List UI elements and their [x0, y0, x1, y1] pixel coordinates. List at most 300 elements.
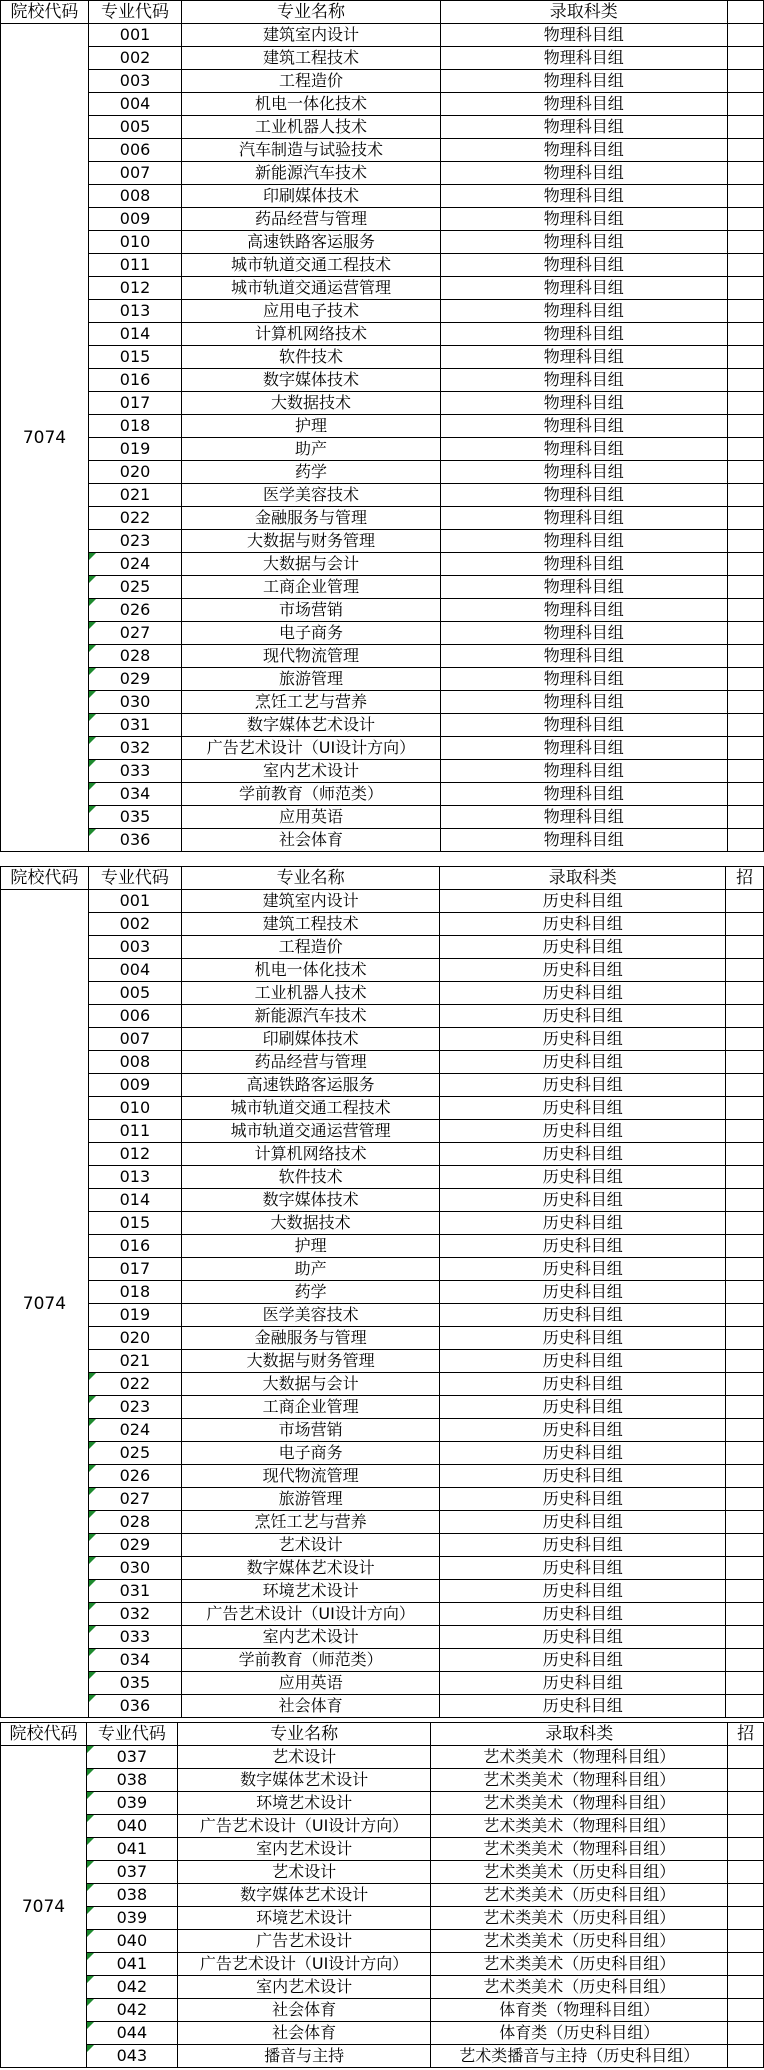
header-major-code: 专业代码	[86, 1723, 177, 1746]
table-row	[1, 783, 764, 806]
recruit-cell	[727, 231, 763, 254]
recruit-cell	[726, 936, 764, 959]
table-row	[1, 1465, 764, 1488]
major-name-cell: 室内艺术设计	[181, 1626, 439, 1649]
table-row	[1, 185, 764, 208]
major-code-cell: 020	[88, 1327, 181, 1350]
major-name-cell: 护理	[181, 1235, 439, 1258]
major-code-cell: 007	[88, 1028, 181, 1051]
recruit-cell	[726, 1649, 764, 1672]
category-cell: 艺术类美术（物理科目组）	[431, 1838, 728, 1861]
table-row	[1, 277, 764, 300]
header-recruit	[727, 1, 763, 24]
table-row	[1, 829, 764, 852]
recruit-cell	[726, 890, 764, 913]
recruit-cell	[726, 1580, 764, 1603]
category-cell: 历史科目组	[440, 1488, 726, 1511]
table-row	[1, 959, 764, 982]
table-row	[1, 231, 764, 254]
category-cell: 艺术类美术（物理科目组）	[431, 1746, 728, 1769]
recruit-cell	[727, 254, 763, 277]
major-name-cell: 计算机网络技术	[182, 323, 441, 346]
table-row	[1, 622, 764, 645]
table-row	[1, 1074, 764, 1097]
recruit-cell	[726, 1419, 764, 1442]
header-school-code: 院校代码	[1, 1723, 87, 1746]
major-name-cell: 应用电子技术	[182, 300, 441, 323]
header-major-name: 专业名称	[181, 867, 439, 890]
category-cell: 物理科目组	[440, 415, 727, 438]
table-row	[1, 1999, 764, 2022]
major-code-cell: 023	[88, 1396, 181, 1419]
recruit-cell	[727, 645, 763, 668]
major-code-cell: 022	[88, 507, 181, 530]
table-row	[1, 461, 764, 484]
major-name-cell: 医学美容技术	[182, 484, 441, 507]
recruit-cell	[728, 1884, 764, 1907]
major-code-cell: 040	[86, 1815, 177, 1838]
category-cell: 历史科目组	[440, 1166, 726, 1189]
major-name-cell: 电子商务	[182, 622, 441, 645]
major-name-cell: 室内艺术设计	[182, 760, 441, 783]
admission-table	[0, 1722, 764, 2068]
major-name-cell: 城市轨道交通工程技术	[181, 1097, 439, 1120]
category-cell: 历史科目组	[440, 1672, 726, 1695]
major-code-cell: 035	[88, 806, 181, 829]
category-cell: 物理科目组	[440, 93, 727, 116]
category-cell: 物理科目组	[440, 806, 727, 829]
major-name-cell: 烹饪工艺与营养	[182, 691, 441, 714]
major-code-cell: 012	[88, 277, 181, 300]
header-major-name: 专业名称	[182, 1, 441, 24]
major-name-cell: 室内艺术设计	[177, 1976, 431, 1999]
major-code-cell: 037	[86, 1746, 177, 1769]
major-name-cell: 印刷媒体技术	[181, 1028, 439, 1051]
major-name-cell: 机电一体化技术	[182, 93, 441, 116]
recruit-cell	[728, 1815, 764, 1838]
header-school-code: 院校代码	[1, 867, 89, 890]
recruit-cell	[726, 1258, 764, 1281]
major-name-cell: 旅游管理	[182, 668, 441, 691]
major-code-cell: 025	[88, 1442, 181, 1465]
table-row	[1, 116, 764, 139]
recruit-cell	[727, 806, 763, 829]
table-physics	[0, 0, 764, 852]
major-code-cell: 035	[88, 1672, 181, 1695]
major-code-cell: 027	[88, 622, 181, 645]
major-name-cell: 数字媒体艺术设计	[182, 714, 441, 737]
recruit-cell	[727, 783, 763, 806]
category-cell: 历史科目组	[440, 1051, 726, 1074]
category-cell: 物理科目组	[440, 392, 727, 415]
table-row	[1, 1350, 764, 1373]
major-code-cell: 011	[88, 254, 181, 277]
category-cell: 历史科目组	[440, 1028, 726, 1051]
major-code-cell: 016	[88, 369, 181, 392]
major-name-cell: 建筑工程技术	[182, 47, 441, 70]
table-row	[1, 668, 764, 691]
major-name-cell: 现代物流管理	[182, 645, 441, 668]
major-code-cell: 002	[88, 913, 181, 936]
major-name-cell: 大数据与财务管理	[181, 1350, 439, 1373]
table-row	[1, 1746, 764, 1769]
major-name-cell: 助产	[182, 438, 441, 461]
major-code-cell: 042	[86, 1976, 177, 1999]
recruit-cell	[727, 300, 763, 323]
table-row	[1, 1373, 764, 1396]
recruit-cell	[726, 1074, 764, 1097]
category-cell: 历史科目组	[440, 1442, 726, 1465]
table-row	[1, 576, 764, 599]
major-name-cell: 建筑室内设计	[181, 890, 439, 913]
recruit-cell	[727, 24, 763, 47]
recruit-cell	[726, 1143, 764, 1166]
major-code-cell: 021	[88, 1350, 181, 1373]
recruit-cell	[726, 1166, 764, 1189]
category-cell: 历史科目组	[440, 1097, 726, 1120]
major-name-cell: 新能源汽车技术	[181, 1005, 439, 1028]
recruit-cell	[727, 415, 763, 438]
school-code-cell: 7074	[1, 1746, 87, 2068]
major-code-cell: 003	[88, 70, 181, 93]
recruit-cell	[726, 1212, 764, 1235]
table-row	[1, 1120, 764, 1143]
table-row	[1, 1005, 764, 1028]
major-code-cell: 040	[86, 1930, 177, 1953]
table-row	[1, 70, 764, 93]
table-row	[1, 1442, 764, 1465]
recruit-cell	[727, 507, 763, 530]
category-cell: 艺术类美术（历史科目组）	[431, 1884, 728, 1907]
admission-table	[0, 0, 764, 852]
category-cell: 物理科目组	[440, 346, 727, 369]
category-cell: 历史科目组	[440, 1626, 726, 1649]
category-cell: 历史科目组	[440, 1281, 726, 1304]
table-row	[1, 1815, 764, 1838]
major-name-cell: 工业机器人技术	[182, 116, 441, 139]
table-row	[1, 208, 764, 231]
table-row	[1, 1396, 764, 1419]
table-row	[1, 162, 764, 185]
major-code-cell: 018	[88, 1281, 181, 1304]
major-name-cell: 印刷媒体技术	[182, 185, 441, 208]
school-code-cell: 7074	[1, 890, 89, 1718]
category-cell: 历史科目组	[440, 890, 726, 913]
recruit-cell	[727, 277, 763, 300]
table-row	[1, 1695, 764, 1718]
recruit-cell	[726, 1097, 764, 1120]
header-category: 录取科类	[431, 1723, 728, 1746]
recruit-cell	[727, 116, 763, 139]
table-row	[1, 1672, 764, 1695]
recruit-cell	[728, 2022, 764, 2045]
recruit-cell	[728, 1861, 764, 1884]
category-cell: 物理科目组	[440, 139, 727, 162]
table-row	[1, 1189, 764, 1212]
table-row	[1, 1511, 764, 1534]
category-cell: 艺术类美术（历史科目组）	[431, 1930, 728, 1953]
table-row	[1, 1626, 764, 1649]
major-name-cell: 新能源汽车技术	[182, 162, 441, 185]
major-code-cell: 043	[86, 2045, 177, 2068]
major-name-cell: 环境艺术设计	[177, 1792, 431, 1815]
table-row	[1, 1907, 764, 1930]
major-code-cell: 026	[88, 599, 181, 622]
major-code-cell: 034	[88, 783, 181, 806]
major-code-cell: 010	[88, 1097, 181, 1120]
table-row	[1, 714, 764, 737]
recruit-cell	[726, 1695, 764, 1718]
major-code-cell: 015	[88, 346, 181, 369]
recruit-cell	[727, 461, 763, 484]
major-code-cell: 032	[88, 737, 181, 760]
recruit-cell	[726, 1350, 764, 1373]
header-major-name: 专业名称	[177, 1723, 431, 1746]
header-school-code: 院校代码	[1, 1, 89, 24]
table-row	[1, 323, 764, 346]
major-code-cell: 037	[86, 1861, 177, 1884]
major-name-cell: 市场营销	[181, 1419, 439, 1442]
category-cell: 历史科目组	[440, 1350, 726, 1373]
category-cell: 体育类（物理科目组）	[431, 1999, 728, 2022]
major-code-cell: 033	[88, 1626, 181, 1649]
major-code-cell: 009	[88, 1074, 181, 1097]
major-name-cell: 机电一体化技术	[181, 959, 439, 982]
recruit-cell	[727, 599, 763, 622]
recruit-cell	[728, 1792, 764, 1815]
category-cell: 艺术类播音与主持（历史科目组）	[431, 2045, 728, 2068]
major-name-cell: 建筑工程技术	[181, 913, 439, 936]
table-row	[1, 369, 764, 392]
major-code-cell: 024	[88, 553, 181, 576]
major-name-cell: 医学美容技术	[181, 1304, 439, 1327]
category-cell: 历史科目组	[440, 1695, 726, 1718]
category-cell: 物理科目组	[440, 645, 727, 668]
table-row	[1, 806, 764, 829]
major-code-cell: 014	[88, 1189, 181, 1212]
table-row	[1, 1976, 764, 1999]
category-cell: 历史科目组	[440, 1304, 726, 1327]
recruit-cell	[728, 1769, 764, 1792]
category-cell: 物理科目组	[440, 185, 727, 208]
recruit-cell	[726, 1327, 764, 1350]
major-code-cell: 041	[86, 1953, 177, 1976]
category-cell: 历史科目组	[440, 1235, 726, 1258]
major-name-cell: 广告艺术设计（UI设计方向）	[182, 737, 441, 760]
major-name-cell: 旅游管理	[181, 1488, 439, 1511]
table-row	[1, 737, 764, 760]
category-cell: 历史科目组	[440, 1649, 726, 1672]
major-name-cell: 高速铁路客运服务	[181, 1074, 439, 1097]
major-code-cell: 013	[88, 1166, 181, 1189]
major-code-cell: 036	[88, 1695, 181, 1718]
recruit-cell	[727, 530, 763, 553]
major-name-cell: 高速铁路客运服务	[182, 231, 441, 254]
major-name-cell: 数字媒体技术	[182, 369, 441, 392]
major-name-cell: 室内艺术设计	[177, 1838, 431, 1861]
table-row	[1, 24, 764, 47]
major-name-cell: 城市轨道交通运营管理	[182, 277, 441, 300]
table-row	[1, 913, 764, 936]
category-cell: 物理科目组	[440, 208, 727, 231]
major-code-cell: 020	[88, 461, 181, 484]
major-code-cell: 029	[88, 1534, 181, 1557]
table-row	[1, 1212, 764, 1235]
header-row	[1, 1, 764, 24]
recruit-cell	[726, 1005, 764, 1028]
category-cell: 历史科目组	[440, 1074, 726, 1097]
header-row	[1, 867, 764, 890]
table-row	[1, 553, 764, 576]
table-row	[1, 484, 764, 507]
recruit-cell	[727, 208, 763, 231]
table-row	[1, 1557, 764, 1580]
major-name-cell: 药学	[181, 1281, 439, 1304]
table-row	[1, 93, 764, 116]
recruit-cell	[727, 162, 763, 185]
major-name-cell: 学前教育（师范类）	[181, 1649, 439, 1672]
major-name-cell: 应用英语	[182, 806, 441, 829]
major-code-cell: 039	[86, 1792, 177, 1815]
category-cell: 物理科目组	[440, 829, 727, 852]
recruit-cell	[726, 1304, 764, 1327]
major-code-cell: 008	[88, 1051, 181, 1074]
category-cell: 历史科目组	[440, 1327, 726, 1350]
category-cell: 艺术类美术（历史科目组）	[431, 1976, 728, 1999]
category-cell: 历史科目组	[440, 1373, 726, 1396]
major-code-cell: 029	[88, 668, 181, 691]
recruit-cell	[727, 438, 763, 461]
major-code-cell: 019	[88, 438, 181, 461]
major-name-cell: 环境艺术设计	[177, 1907, 431, 1930]
table-row	[1, 1649, 764, 1672]
table-row	[1, 1580, 764, 1603]
major-code-cell: 038	[86, 1769, 177, 1792]
category-cell: 物理科目组	[440, 70, 727, 93]
major-code-cell: 024	[88, 1419, 181, 1442]
major-name-cell: 播音与主持	[177, 2045, 431, 2068]
category-cell: 物理科目组	[440, 622, 727, 645]
category-cell: 体育类（历史科目组）	[431, 2022, 728, 2045]
category-cell: 历史科目组	[440, 1120, 726, 1143]
table-arts-sports	[0, 1722, 764, 2068]
category-cell: 历史科目组	[440, 1580, 726, 1603]
table-row	[1, 645, 764, 668]
table-row	[1, 1258, 764, 1281]
category-cell: 艺术类美术（历史科目组）	[431, 1953, 728, 1976]
major-code-cell: 028	[88, 1511, 181, 1534]
major-name-cell: 工商企业管理	[182, 576, 441, 599]
category-cell: 物理科目组	[440, 530, 727, 553]
recruit-cell	[727, 553, 763, 576]
table-row	[1, 1534, 764, 1557]
major-code-cell: 014	[88, 323, 181, 346]
recruit-cell	[728, 1999, 764, 2022]
category-cell: 物理科目组	[440, 24, 727, 47]
major-code-cell: 041	[86, 1838, 177, 1861]
category-cell: 历史科目组	[440, 1603, 726, 1626]
major-code-cell: 010	[88, 231, 181, 254]
category-cell: 物理科目组	[440, 323, 727, 346]
recruit-cell	[726, 1534, 764, 1557]
category-cell: 物理科目组	[440, 737, 727, 760]
category-cell: 历史科目组	[440, 1005, 726, 1028]
major-code-cell: 033	[88, 760, 181, 783]
major-code-cell: 019	[88, 1304, 181, 1327]
category-cell: 物理科目组	[440, 116, 727, 139]
major-name-cell: 广告艺术设计	[177, 1930, 431, 1953]
major-name-cell: 工程造价	[181, 936, 439, 959]
recruit-cell	[728, 1746, 764, 1769]
header-major-code: 专业代码	[88, 1, 181, 24]
table-row	[1, 1304, 764, 1327]
major-code-cell: 001	[88, 890, 181, 913]
major-code-cell: 015	[88, 1212, 181, 1235]
major-name-cell: 软件技术	[182, 346, 441, 369]
recruit-cell	[727, 139, 763, 162]
major-code-cell: 036	[88, 829, 181, 852]
category-cell: 艺术类美术（物理科目组）	[431, 1792, 728, 1815]
table-row	[1, 1097, 764, 1120]
major-name-cell: 大数据技术	[181, 1212, 439, 1235]
major-name-cell: 大数据与会计	[181, 1373, 439, 1396]
major-name-cell: 工程造价	[182, 70, 441, 93]
major-code-cell: 017	[88, 1258, 181, 1281]
major-code-cell: 009	[88, 208, 181, 231]
table-row	[1, 139, 764, 162]
table-row	[1, 599, 764, 622]
recruit-cell	[727, 47, 763, 70]
category-cell: 物理科目组	[440, 714, 727, 737]
category-cell: 物理科目组	[440, 438, 727, 461]
table-row	[1, 1930, 764, 1953]
recruit-cell	[726, 959, 764, 982]
recruit-cell	[726, 913, 764, 936]
major-code-cell: 018	[88, 415, 181, 438]
table-row	[1, 392, 764, 415]
recruit-cell	[726, 1373, 764, 1396]
table-row	[1, 1419, 764, 1442]
category-cell: 物理科目组	[440, 47, 727, 70]
table-row	[1, 1488, 764, 1511]
recruit-cell	[726, 1511, 764, 1534]
table-row	[1, 1281, 764, 1304]
recruit-cell	[727, 484, 763, 507]
major-name-cell: 金融服务与管理	[182, 507, 441, 530]
table-row	[1, 1884, 764, 1907]
recruit-cell	[728, 1838, 764, 1861]
recruit-cell	[726, 1396, 764, 1419]
category-cell: 物理科目组	[440, 599, 727, 622]
table-row	[1, 1166, 764, 1189]
major-name-cell: 社会体育	[182, 829, 441, 852]
major-code-cell: 025	[88, 576, 181, 599]
recruit-cell	[727, 185, 763, 208]
table-row	[1, 438, 764, 461]
school-code-cell: 7074	[1, 24, 89, 852]
major-code-cell: 028	[88, 645, 181, 668]
major-name-cell: 数字媒体艺术设计	[177, 1884, 431, 1907]
recruit-cell	[727, 737, 763, 760]
recruit-cell	[728, 1907, 764, 1930]
major-name-cell: 烹饪工艺与营养	[181, 1511, 439, 1534]
category-cell: 物理科目组	[440, 254, 727, 277]
major-code-cell: 042	[86, 1999, 177, 2022]
major-code-cell: 012	[88, 1143, 181, 1166]
header-recruit: 招	[726, 867, 764, 890]
major-code-cell: 001	[88, 24, 181, 47]
major-name-cell: 药品经营与管理	[181, 1051, 439, 1074]
